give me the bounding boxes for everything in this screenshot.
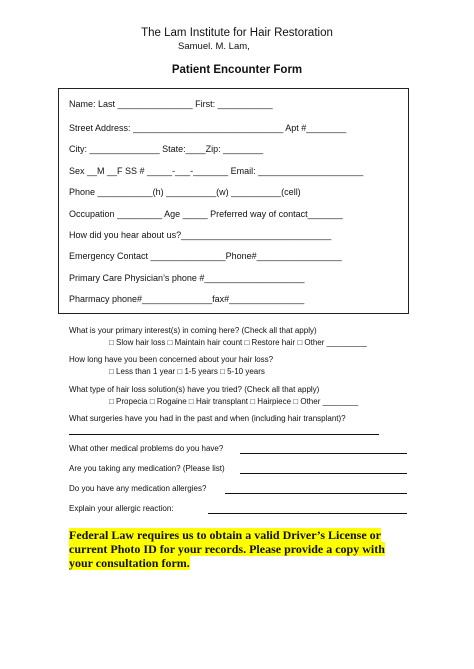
emergency-contact-field[interactable]: Emergency Contact _______________Phone#_________________ (69, 251, 342, 261)
pharmacy-phone-fax-field[interactable]: Pharmacy phone#______________fax#_______________ (69, 294, 305, 304)
street-address-field[interactable]: Street Address: ______________________________ Apt #________ (69, 123, 347, 133)
form-title: Patient Encounter Form (171, 64, 303, 76)
phone-field[interactable]: Phone ___________(h) __________(w) __________(cell) (69, 187, 301, 197)
city-state-zip-field[interactable]: City: ______________ State:____Zip: ________ (69, 144, 264, 154)
name-field[interactable]: Name: Last _______________ First: ___________ (69, 99, 273, 109)
answer-line-medications[interactable] (240, 473, 407, 474)
question-allergic-reaction: Explain your allergic reaction: (69, 504, 174, 513)
question-primary-interest: What is your primary interest(s) in coming here? (Check all that apply) (69, 326, 317, 335)
question-solutions-tried: What type of hair loss solution(s) have you tried? (Check all that apply) (69, 385, 320, 394)
organization-name: The Lam Institute for Hair Restoration (141, 27, 333, 39)
answer-line-allergic-reaction[interactable] (208, 513, 407, 514)
doctor-name: Samuel. M. Lam, (178, 41, 250, 52)
referral-source-field[interactable]: How did you hear about us?______________________________ (69, 230, 332, 240)
question-duration: How long have you been concerned about your hair loss? (69, 355, 274, 364)
occupation-age-contact-field[interactable]: Occupation _________ Age _____ Preferred way of contact_______ (69, 209, 343, 219)
question-medications: Are you taking any medication? (Please list) (69, 464, 225, 473)
id-requirement-notice (69, 528, 409, 570)
options-duration[interactable]: □ Less than 1 year □ 1-5 years □ 5-10 years (109, 367, 265, 376)
answer-line-surgeries[interactable] (69, 434, 379, 435)
notice-text: Federal Law requires us to obtain a valid Driver’s License or current Photo ID for your records. Please provide a copy with your consultation form. (69, 528, 385, 570)
answer-line-allergies[interactable] (225, 493, 407, 494)
question-past-surgeries: What surgeries have you had in the past and when (including hair transplant)? (69, 414, 346, 423)
question-allergies: Do you have any medication allergies? (69, 484, 207, 493)
sex-ss-email-field[interactable]: Sex __M __F SS # _____-___-_______ Email: _____________________ (69, 166, 364, 176)
options-primary-interest[interactable]: □ Slow hair loss □ Maintain hair count □ Restore hair □ Other _________ (109, 338, 367, 347)
options-solutions-tried[interactable]: □ Propecia □ Rogaine □ Hair transplant □ Hairpiece □ Other ________ (109, 397, 359, 406)
primary-care-phone-field[interactable]: Primary Care Physician’s phone #____________________ (69, 273, 305, 283)
answer-line-medical-problems[interactable] (240, 453, 407, 454)
question-medical-problems: What other medical problems do you have? (69, 444, 224, 453)
